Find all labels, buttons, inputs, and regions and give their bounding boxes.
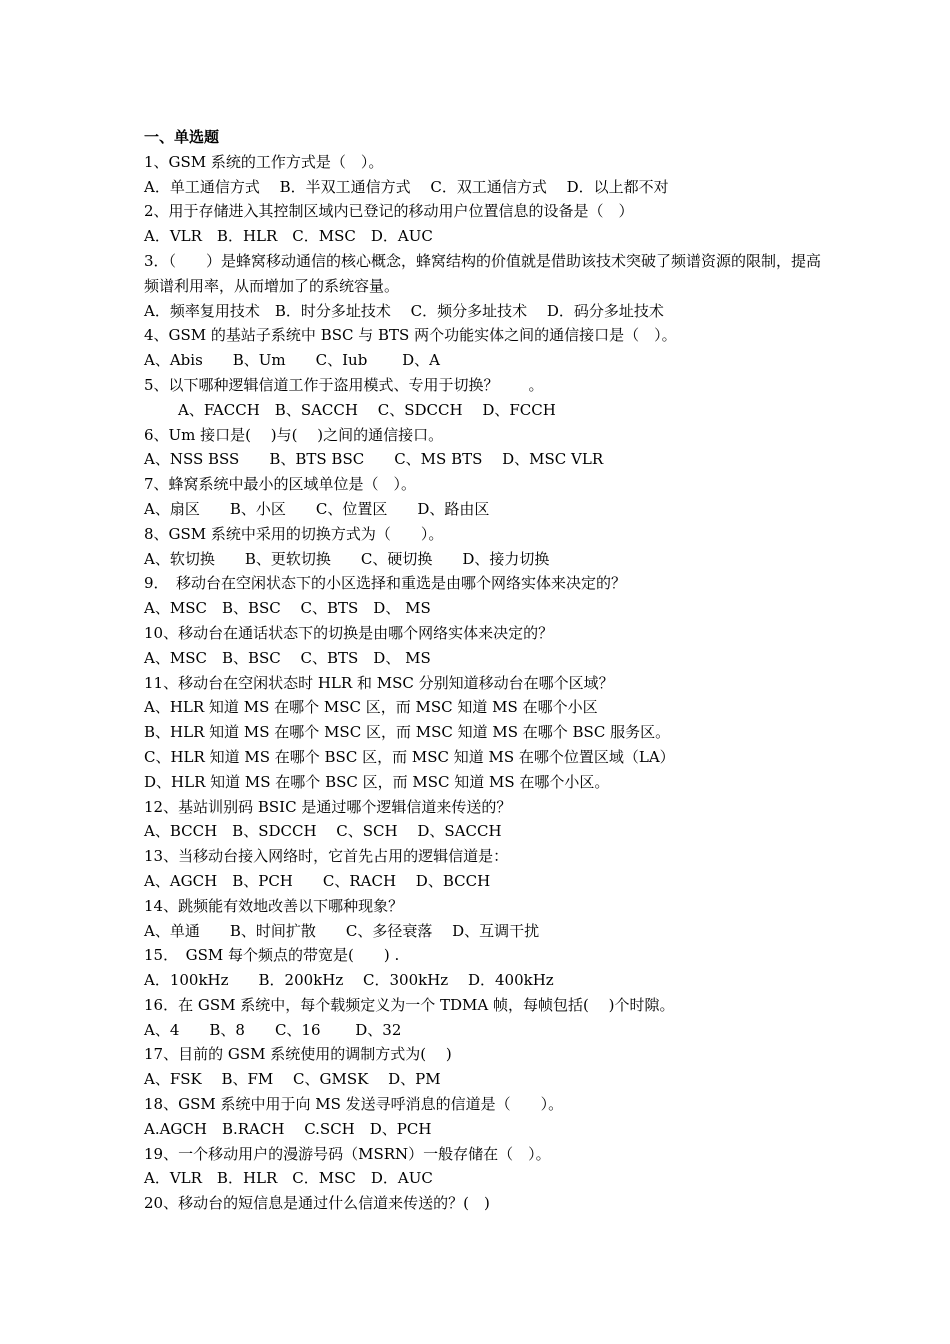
options-12: A、BCCH B、SDCCH C、SCH D、SACCH [144, 822, 502, 841]
options-5: A、FACCH B、SACCH C、SDCCH D、FCCH [178, 400, 556, 419]
question-14: 14、跳频能有效地改善以下哪种现象？ [144, 896, 404, 915]
options-4: A、Abis B、Um C、Iub D、A [144, 351, 440, 370]
question-8: 8、GSM 系统中采用的切换方式为（ ）。 [144, 524, 444, 543]
question-13: 13、当移动台接入网络时，它首先占用的逻辑信道是： [144, 847, 509, 866]
options-18: A.AGCH B.RACH C.SCH D、PCH [144, 1119, 432, 1138]
options-16: A、4 B、8 C、16 D、32 [144, 1020, 402, 1039]
question-1: 1、GSM 系统的工作方式是（ ）。 [144, 152, 384, 171]
question-2: 2、用于存储进入其控制区域内已登记的移动用户位置信息的设备是（ ） [144, 202, 634, 221]
question-19: 19、一个移动用户的漫游号码（MSRN）一般存储在（ ）。 [144, 1144, 551, 1163]
question-17: 17、目前的 GSM 系统使用的调制方式为( ) [144, 1045, 452, 1064]
question-list [144, 125, 834, 1216]
question-18: 18、GSM 系统中用于向 MS 发送寻呼消息的信道是（ ）。 [144, 1095, 564, 1114]
options-3: A．频率复用技术 B．时分多址技术 C．频分多址技术 D．码分多址技术 [144, 301, 664, 320]
options-11-c: C、HLR 知道 MS 在哪个 BSC 区，而 MSC 知道 MS 在哪个位置区域（LA） [144, 747, 675, 766]
question-15: 15． GSM 每个频点的带宽是( ) . [144, 946, 400, 965]
options-19: A．VLR B．HLR C．MSC D．AUC [144, 1169, 433, 1188]
options-2: A．VLR B．HLR C．MSC D．AUC [144, 227, 433, 246]
question-12: 12、基站训别码 BSIC 是通过哪个逻辑信道来传送的？ [144, 797, 512, 816]
question-3: 3．（ ）是蜂窝移动通信的核心概念，蜂窝结构的价值就是借助该技术突破了频谱资源的限制，提高频谱利用率，从而增加了的系统容量。 [144, 251, 822, 295]
question-4: 4、GSM 的基站子系统中 BSC 与 BTS 两个功能实体之间的通信接口是（ ）。 [144, 326, 677, 345]
options-1: A．单工通信方式 B．半双工通信方式 C．双工通信方式 D．以上都不对 [144, 177, 669, 196]
options-11-a: A、HLR 知道 MS 在哪个 MSC 区，而 MSC 知道 MS 在哪个小区 [144, 698, 598, 717]
options-14: A、单通 B、时间扩散 C、多径衰落 D、互调干扰 [144, 921, 540, 940]
question-9: 9． 移动台在空闲状态下的小区选择和重选是由哪个网络实体来决定的？ [144, 574, 627, 593]
question-7: 7、蜂窝系统中最小的区域单位是（ ）。 [144, 475, 417, 494]
options-11-b: B、HLR 知道 MS 在哪个 MSC 区，而 MSC 知道 MS 在哪个 BSC 服务区。 [144, 723, 671, 742]
question-10: 10、移动台在通话状态下的切换是由哪个网络实体来决定的？ [144, 623, 554, 642]
question-6: 6、Um 接口是( )与( )之间的通信接口。 [144, 425, 444, 444]
options-10: A、MSC B、BSC C、BTS D、 MS [144, 648, 431, 667]
question-20: 20、移动台的短信息是通过什么信道来传送的？( ) [144, 1194, 490, 1213]
options-7: A、扇区 B、小区 C、位置区 D、路由区 [144, 499, 490, 518]
options-13: A、AGCH B、PCH C、RACH D、BCCH [144, 871, 491, 890]
question-5: 5、以下哪种逻辑信道工作于盗用模式、专用于切换？ 。 [144, 375, 544, 394]
options-15: A．100kHz B．200kHz C．300kHz D．400kHz [144, 971, 554, 990]
options-17: A、FSK B、FM C、GMSK D、PM [144, 1070, 441, 1089]
question-16: 16．在 GSM 系统中，每个载频定义为一个 TDMA 帧，每帧包括( )个时隙。 [144, 995, 675, 1014]
question-11: 11、移动台在空闲状态时 HLR 和 MSC 分别知道移动台在哪个区域？ [144, 673, 614, 692]
options-9: A、MSC B、BSC C、BTS D、 MS [144, 599, 431, 618]
options-6: A、NSS BSS B、BTS BSC C、MS BTS D、MSC VLR [144, 450, 604, 469]
options-8: A、软切换 B、更软切换 C、硬切换 D、接力切换 [144, 549, 550, 568]
options-11-d: D、HLR 知道 MS 在哪个 BSC 区，而 MSC 知道 MS 在哪个小区。 [144, 772, 610, 791]
section-title: 一、单选题 [144, 128, 220, 146]
